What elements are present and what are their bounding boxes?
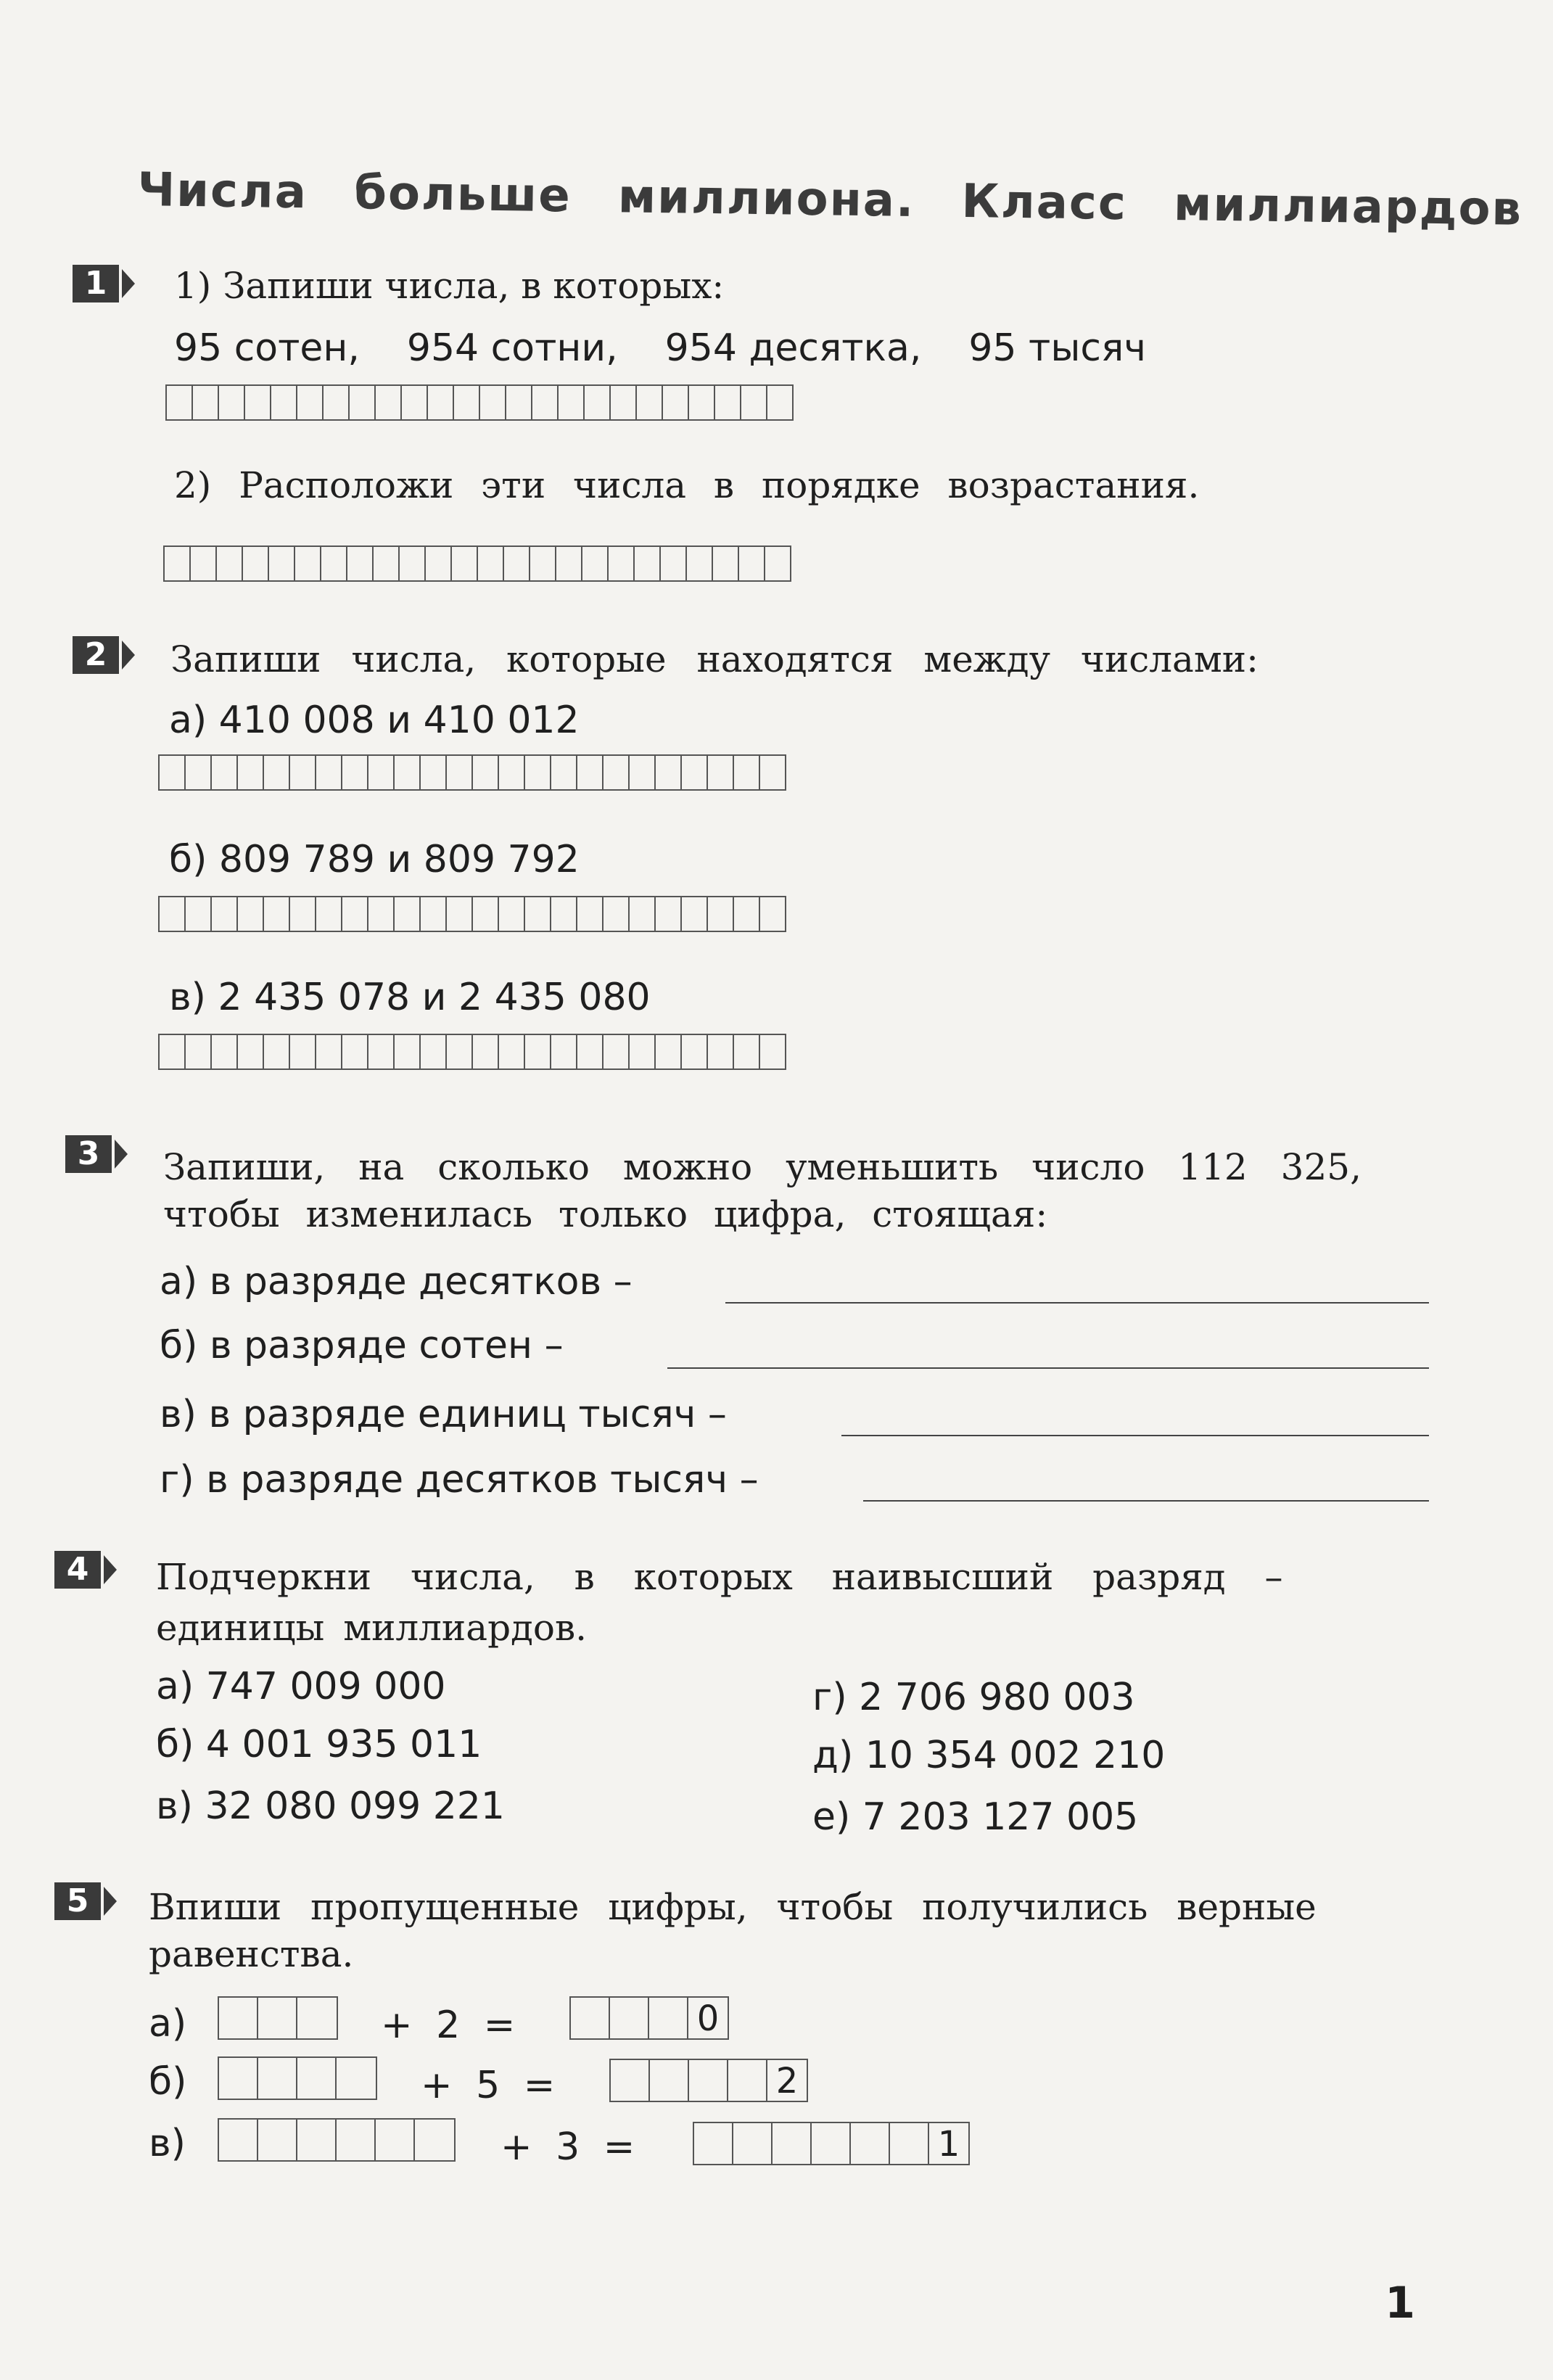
grid-cell[interactable] xyxy=(525,896,551,932)
grid-cell[interactable] xyxy=(186,754,212,791)
task-4-f[interactable]: е) 7 203 127 005 xyxy=(812,1795,1139,1839)
grid-cell[interactable] xyxy=(582,545,609,582)
task-2-a: а) 410 008 и 410 012 xyxy=(169,699,580,742)
grid-cell[interactable] xyxy=(428,384,454,421)
grid-cell[interactable] xyxy=(290,754,316,791)
workbook-page: Числа больше миллиона. Класс миллиардов 1 1) Запиши числа, в которых: 95 сотен, 954 сотни, 954 десятка, 95 тысяч 2) Расположи эти числа в порядке возрастания. 2 Запиши числа, которые находятся между числами: а) 410 008 и 410 012 б) 809 789 и 809 792 в) 2 435 078 и 2 435 080 3 Запиши, на сколько можно уменьшить число 112 325, чтобы изменилась только цифра, стоящая: а) в разряде десятков – б) в разряде сотен – в) в разряде единиц тысяч – г) в разряде десятков тысяч – 4 Подчеркни числа, в которых наивысший разряд – единицы миллиардов. а) 747 009 000 б) 4 001 935 011 в) 32 080 099 221 г) 2 706 980 003 д) 10 354 002 210 е) 7 203 127 005 5 Впиши пропущенные цифры, чтобы получились верные равенства. а) + 2 = 0 б) + 5 = 2 в) + 3 = 1 1 xyxy=(0,0,1553,2380)
grid-cell[interactable] xyxy=(577,1034,604,1070)
task-4-b[interactable]: б) 4 001 935 011 xyxy=(156,1723,482,1766)
arrow-icon xyxy=(122,641,135,670)
grid-cell[interactable] xyxy=(734,896,760,932)
grid-cell[interactable] xyxy=(760,754,786,791)
grid-cell[interactable] xyxy=(630,896,656,932)
grid-cell[interactable] xyxy=(551,896,577,932)
grid-cell[interactable] xyxy=(238,754,264,791)
grid-cell[interactable] xyxy=(689,384,715,421)
grid-cell[interactable] xyxy=(395,1034,421,1070)
grid-cell[interactable] xyxy=(656,754,682,791)
grid-cell[interactable] xyxy=(611,384,637,421)
grid-cell[interactable] xyxy=(506,384,532,421)
grid-cell[interactable] xyxy=(604,1034,630,1070)
task-3-a: а) в разряде десятков – xyxy=(160,1260,633,1304)
grid-cell[interactable] xyxy=(713,545,739,582)
grid-cell[interactable] xyxy=(316,896,342,932)
task-5-line1: Впиши пропущенные цифры, чтобы получились верные xyxy=(149,1886,1317,1928)
grid-cell[interactable] xyxy=(295,545,321,582)
answer-line[interactable] xyxy=(863,1500,1429,1502)
grid-cell[interactable] xyxy=(499,1034,525,1070)
grid-cell[interactable] xyxy=(577,896,604,932)
grid-cell[interactable] xyxy=(264,754,290,791)
grid-cell[interactable] xyxy=(321,545,347,582)
arrow-icon xyxy=(115,1140,128,1169)
task-4-e[interactable]: д) 10 354 002 210 xyxy=(812,1734,1166,1777)
task-4-d[interactable]: г) 2 706 980 003 xyxy=(812,1676,1135,1719)
grid-cell[interactable] xyxy=(478,545,504,582)
grid-cell[interactable] xyxy=(447,754,473,791)
digit-boxes[interactable] xyxy=(218,1996,338,2040)
grid-cell[interactable] xyxy=(264,896,290,932)
grid-cell[interactable] xyxy=(238,896,264,932)
task-3-line1: Запиши, на сколько можно уменьшить число 112 325, xyxy=(163,1146,1362,1188)
task-1-numbers: 95 сотен, 954 сотни, 954 десятка, 95 тысяч xyxy=(174,326,1146,370)
answer-line[interactable] xyxy=(667,1367,1429,1369)
grid-cell[interactable] xyxy=(708,754,734,791)
equation-c-operator: + 3 = xyxy=(500,2125,635,2169)
grid-cell[interactable] xyxy=(271,384,297,421)
answer-line[interactable] xyxy=(841,1435,1429,1436)
grid-cell[interactable] xyxy=(191,545,217,582)
grid-cell[interactable] xyxy=(480,384,506,421)
grid-cell[interactable] xyxy=(324,384,350,421)
grid-cell[interactable] xyxy=(687,545,713,582)
grid-cell[interactable] xyxy=(630,754,656,791)
grid-cell[interactable] xyxy=(708,896,734,932)
arrow-icon xyxy=(104,1555,117,1584)
answer-grid[interactable] xyxy=(165,384,794,421)
grid-cell[interactable] xyxy=(663,384,689,421)
grid-cell[interactable] xyxy=(368,1034,395,1070)
grid-cell[interactable] xyxy=(473,1034,499,1070)
task-4-line2: единицы миллиардов. xyxy=(156,1607,588,1649)
grid-cell[interactable] xyxy=(269,545,295,582)
grid-cell[interactable] xyxy=(316,754,342,791)
grid-cell[interactable] xyxy=(499,896,525,932)
equation-c-label: в) xyxy=(149,2122,186,2165)
grid-cell[interactable] xyxy=(530,545,556,582)
arrow-icon xyxy=(122,269,135,298)
grid-cell[interactable] xyxy=(290,896,316,932)
grid-cell[interactable] xyxy=(402,384,428,421)
grid-cell[interactable] xyxy=(342,896,368,932)
grid-cell[interactable] xyxy=(400,545,426,582)
task-2-b: б) 809 789 и 809 792 xyxy=(169,838,580,881)
task-3-c: в) в разряде единиц тысяч – xyxy=(160,1393,727,1436)
grid-cell[interactable] xyxy=(212,896,238,932)
grid-cell[interactable] xyxy=(661,545,687,582)
grid-cell[interactable] xyxy=(504,545,530,582)
answer-grid[interactable] xyxy=(158,754,786,791)
equation-b-label: б) xyxy=(149,2060,187,2104)
grid-cell[interactable] xyxy=(368,896,395,932)
grid-cell[interactable] xyxy=(556,545,582,582)
grid-cell[interactable] xyxy=(421,1034,447,1070)
digit-boxes[interactable]: 0 xyxy=(569,1996,729,2040)
grid-cell[interactable] xyxy=(186,1034,212,1070)
grid-cell[interactable] xyxy=(342,1034,368,1070)
digit-boxes[interactable] xyxy=(218,2118,456,2162)
grid-cell[interactable] xyxy=(395,896,421,932)
task-5-line2: равенства. xyxy=(149,1933,354,1975)
task-1-instruction: 1) Запиши числа, в которых: xyxy=(174,265,725,307)
grid-cell[interactable] xyxy=(708,1034,734,1070)
grid-cell[interactable] xyxy=(245,384,271,421)
grid-cell[interactable] xyxy=(212,754,238,791)
grid-cell[interactable] xyxy=(160,1034,186,1070)
grid-cell[interactable] xyxy=(637,384,663,421)
grid-cell[interactable] xyxy=(290,1034,316,1070)
grid-cell[interactable] xyxy=(559,384,585,421)
page-number: 1 xyxy=(1385,2278,1415,2328)
task-3-d: г) в разряде десятков тысяч – xyxy=(160,1458,759,1502)
answer-grid[interactable] xyxy=(163,545,791,582)
equation-b-operator: + 5 = xyxy=(421,2064,556,2107)
grid-cell[interactable] xyxy=(734,1034,760,1070)
grid-cell[interactable] xyxy=(473,754,499,791)
grid-cell[interactable] xyxy=(656,896,682,932)
task-4-c[interactable]: в) 32 080 099 221 xyxy=(156,1784,505,1828)
grid-cell[interactable] xyxy=(347,545,374,582)
digit-boxes[interactable] xyxy=(218,2056,377,2100)
answer-line[interactable] xyxy=(725,1302,1429,1304)
equation-a-operator: + 2 = xyxy=(381,2004,516,2047)
answer-grid[interactable] xyxy=(158,896,786,932)
task-4-line1: Подчеркни числа, в которых наивысший разряд – xyxy=(156,1556,1283,1598)
grid-cell[interactable] xyxy=(238,1034,264,1070)
grid-cell[interactable] xyxy=(342,754,368,791)
grid-cell[interactable] xyxy=(186,896,212,932)
grid-cell[interactable] xyxy=(447,1034,473,1070)
digit-boxes[interactable]: 1 xyxy=(693,2122,970,2165)
grid-cell[interactable] xyxy=(368,754,395,791)
grid-cell[interactable] xyxy=(609,545,635,582)
task-2-c: в) 2 435 078 и 2 435 080 xyxy=(169,976,651,1019)
arrow-icon xyxy=(104,1887,117,1916)
grid-cell[interactable] xyxy=(532,384,559,421)
grid-cell[interactable] xyxy=(316,1034,342,1070)
task-1-sort-instruction: 2) Расположи эти числа в порядке возрастания. xyxy=(174,464,1200,506)
grid-cell[interactable] xyxy=(264,1034,290,1070)
grid-cell[interactable] xyxy=(585,384,611,421)
grid-cell[interactable] xyxy=(739,545,765,582)
grid-cell[interactable] xyxy=(447,896,473,932)
grid-cell[interactable] xyxy=(682,1034,708,1070)
grid-cell[interactable] xyxy=(212,1034,238,1070)
grid-cell[interactable] xyxy=(656,1034,682,1070)
grid-cell[interactable] xyxy=(604,896,630,932)
grid-cell[interactable] xyxy=(473,896,499,932)
grid-cell[interactable] xyxy=(454,384,480,421)
grid-cell[interactable] xyxy=(395,754,421,791)
grid-cell[interactable] xyxy=(167,384,193,421)
grid-cell[interactable] xyxy=(551,1034,577,1070)
grid-cell[interactable] xyxy=(160,896,186,932)
grid-cell[interactable] xyxy=(452,545,478,582)
grid-cell[interactable] xyxy=(551,754,577,791)
grid-cell[interactable] xyxy=(525,1034,551,1070)
grid-cell[interactable] xyxy=(297,384,324,421)
grid-cell[interactable] xyxy=(525,754,551,791)
grid-cell[interactable] xyxy=(165,545,191,582)
page-title: Числа больше миллиона. Класс миллиардов xyxy=(136,163,1523,236)
grid-cell[interactable] xyxy=(767,384,794,421)
equation-a-label: а) xyxy=(149,2002,187,2046)
grid-cell[interactable] xyxy=(734,754,760,791)
grid-cell[interactable] xyxy=(421,896,447,932)
digit-boxes[interactable]: 2 xyxy=(609,2059,808,2102)
grid-cell[interactable] xyxy=(630,1034,656,1070)
grid-cell[interactable] xyxy=(682,754,708,791)
grid-cell[interactable] xyxy=(741,384,767,421)
grid-cell[interactable] xyxy=(765,545,791,582)
task-2-instruction: Запиши числа, которые находятся между числами: xyxy=(170,638,1259,680)
grid-cell[interactable] xyxy=(193,384,219,421)
grid-cell[interactable] xyxy=(577,754,604,791)
task-3-line2: чтобы изменилась только цифра, стоящая: xyxy=(163,1193,1048,1235)
grid-cell[interactable] xyxy=(421,754,447,791)
grid-cell[interactable] xyxy=(604,754,630,791)
grid-cell[interactable] xyxy=(635,545,661,582)
task-4-a[interactable]: а) 747 009 000 xyxy=(156,1665,446,1708)
grid-cell[interactable] xyxy=(760,1034,786,1070)
grid-cell[interactable] xyxy=(243,545,269,582)
task-3-b: б) в разряде сотен – xyxy=(160,1324,564,1367)
grid-cell[interactable] xyxy=(499,754,525,791)
grid-cell[interactable] xyxy=(160,754,186,791)
grid-cell[interactable] xyxy=(217,545,243,582)
grid-cell[interactable] xyxy=(682,896,708,932)
grid-cell[interactable] xyxy=(760,896,786,932)
grid-cell[interactable] xyxy=(376,384,402,421)
grid-cell[interactable] xyxy=(426,545,452,582)
grid-cell[interactable] xyxy=(219,384,245,421)
grid-cell[interactable] xyxy=(715,384,741,421)
grid-cell[interactable] xyxy=(374,545,400,582)
answer-grid[interactable] xyxy=(158,1034,786,1070)
grid-cell[interactable] xyxy=(350,384,376,421)
